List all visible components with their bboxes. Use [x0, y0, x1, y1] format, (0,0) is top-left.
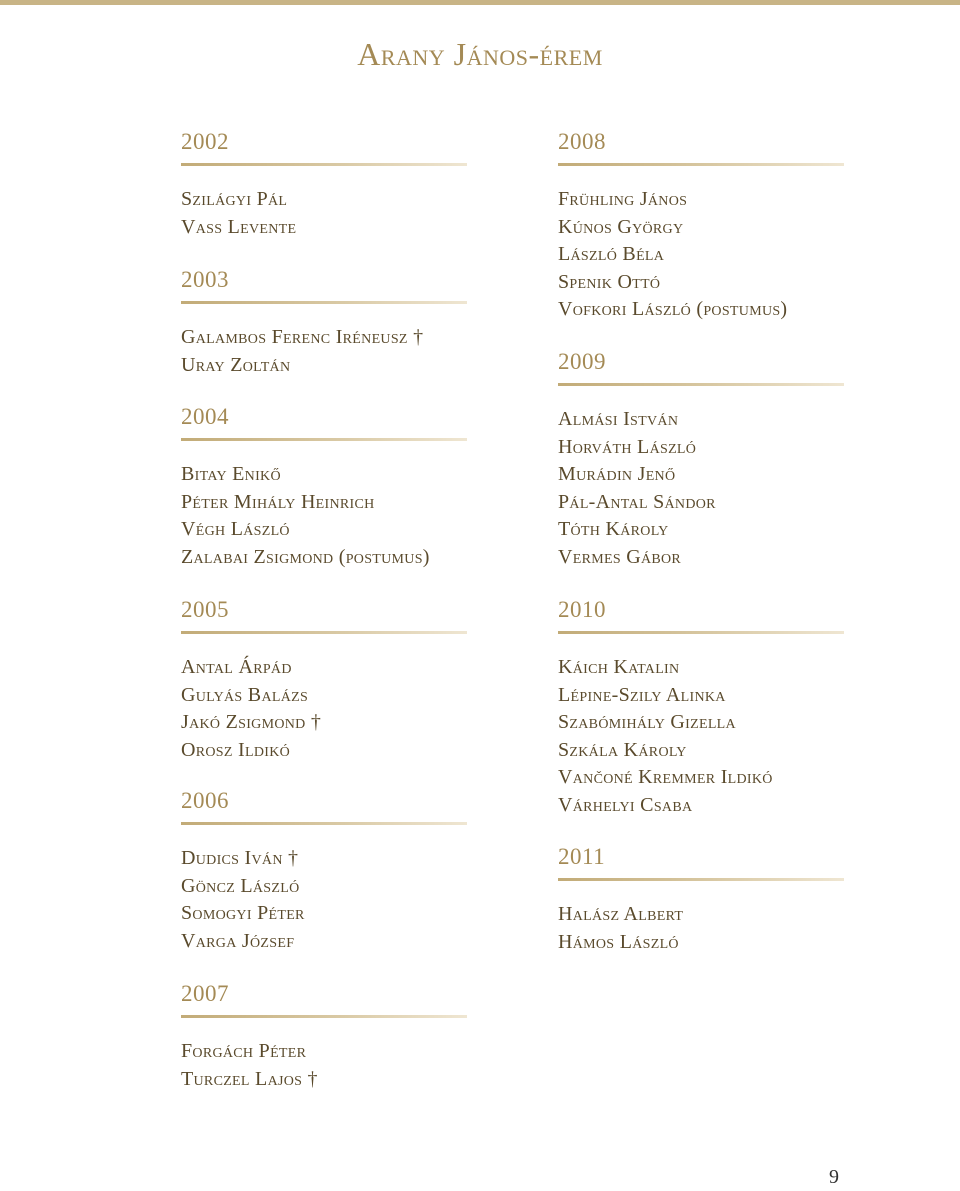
laureate-name: Várhelyi Csaba — [558, 793, 693, 816]
laureate-name: Vermes Gábor — [558, 545, 682, 568]
laureate-name: Spenik Ottó — [558, 270, 661, 293]
laureate-name: Göncz László — [181, 874, 300, 897]
name-list — [181, 186, 471, 241]
year-heading: 2004 — [181, 404, 229, 429]
laureate-name: Frühling János — [558, 188, 688, 210]
year-divider — [558, 163, 844, 166]
laureate-name: Vofkori László (postumus) — [558, 298, 788, 320]
year-heading: 2008 — [558, 129, 606, 154]
year-section-2002 — [181, 128, 471, 241]
laureate-name: Káich Katalin — [558, 656, 680, 678]
year-section-2006 — [181, 787, 471, 955]
year-divider — [181, 1015, 467, 1018]
laureate-name: Jakó Zsigmond † — [181, 711, 322, 733]
laureate-name: Szabómihály Gizella — [558, 711, 736, 733]
year-heading: 2010 — [558, 597, 606, 622]
name-list — [181, 1038, 471, 1093]
year-section-2004 — [181, 403, 471, 571]
laureate-name: Pál-Antal Sándor — [558, 490, 716, 513]
year-section-2007 — [181, 980, 471, 1093]
year-section-2009 — [558, 348, 848, 571]
laureate-name: Kúnos György — [558, 215, 684, 238]
laureate-name: Antal Árpád — [181, 656, 292, 678]
page-title: Arany János-érem — [357, 36, 603, 72]
laureate-name: Galambos Ferenc Iréneusz † — [181, 326, 424, 348]
year-divider — [181, 438, 467, 441]
laureate-name: Péter Mihály Heinrich — [181, 490, 375, 513]
year-heading: 2003 — [181, 267, 229, 292]
laureate-name: Turczel Lajos † — [181, 1067, 318, 1090]
laureate-name: Végh László — [181, 518, 290, 540]
year-divider — [181, 631, 467, 634]
laureate-name: Tóth Károly — [558, 518, 669, 540]
year-heading: 2006 — [181, 788, 229, 813]
year-divider — [181, 163, 467, 166]
year-section-2005 — [181, 596, 471, 764]
year-section-2010 — [558, 596, 848, 819]
laureate-name: Zalabai Zsigmond (postumus) — [181, 545, 430, 568]
year-heading: 2007 — [181, 981, 229, 1006]
year-section-2008 — [558, 128, 848, 324]
laureate-name: Vančoné Kremmer Ildikó — [558, 766, 773, 788]
year-heading: 2011 — [558, 844, 606, 869]
year-heading: 2009 — [558, 349, 606, 374]
laureate-name: Vass Levente — [181, 215, 297, 238]
year-section-2003 — [181, 266, 471, 379]
year-divider — [181, 822, 467, 825]
laureate-name: Halász Albert — [558, 903, 684, 925]
year-divider — [181, 301, 467, 304]
name-list — [558, 901, 848, 956]
laureate-name: Hámos László — [558, 930, 679, 953]
laureate-name: Dudics Iván † — [181, 847, 299, 869]
laureate-name: Gulyás Balázs — [181, 683, 309, 706]
laureate-name: Szkála Károly — [558, 738, 687, 761]
year-section-2011 — [558, 843, 848, 956]
laureate-name: László Béla — [558, 243, 665, 265]
year-divider — [558, 631, 844, 634]
year-divider — [558, 878, 844, 881]
laureate-name: Orosz Ildikó — [181, 738, 291, 761]
laureate-name: Forgách Péter — [181, 1040, 307, 1062]
year-heading: 2002 — [181, 129, 229, 154]
name-list — [181, 654, 471, 764]
top-border-rule — [0, 0, 960, 5]
laureate-name: Somogyi Péter — [181, 902, 305, 924]
page-number: 9 — [829, 1166, 839, 1188]
laureate-name: Horváth László — [558, 435, 697, 458]
laureate-name: Murádin Jenő — [558, 463, 676, 485]
laureate-name: Varga József — [181, 929, 295, 952]
laureate-name: Lépine-Szily Alinka — [558, 683, 726, 706]
year-divider — [558, 383, 844, 386]
name-list — [181, 324, 471, 379]
name-list — [181, 461, 471, 571]
name-list — [558, 654, 848, 819]
name-list — [558, 186, 848, 324]
name-list — [181, 845, 471, 955]
laureate-name: Uray Zoltán — [181, 353, 291, 376]
laureate-name: Almási István — [558, 408, 679, 430]
year-heading: 2005 — [181, 597, 229, 622]
name-list — [558, 406, 848, 571]
laureate-name: Bitay Enikő — [181, 463, 281, 485]
laureate-name: Szilágyi Pál — [181, 188, 288, 210]
